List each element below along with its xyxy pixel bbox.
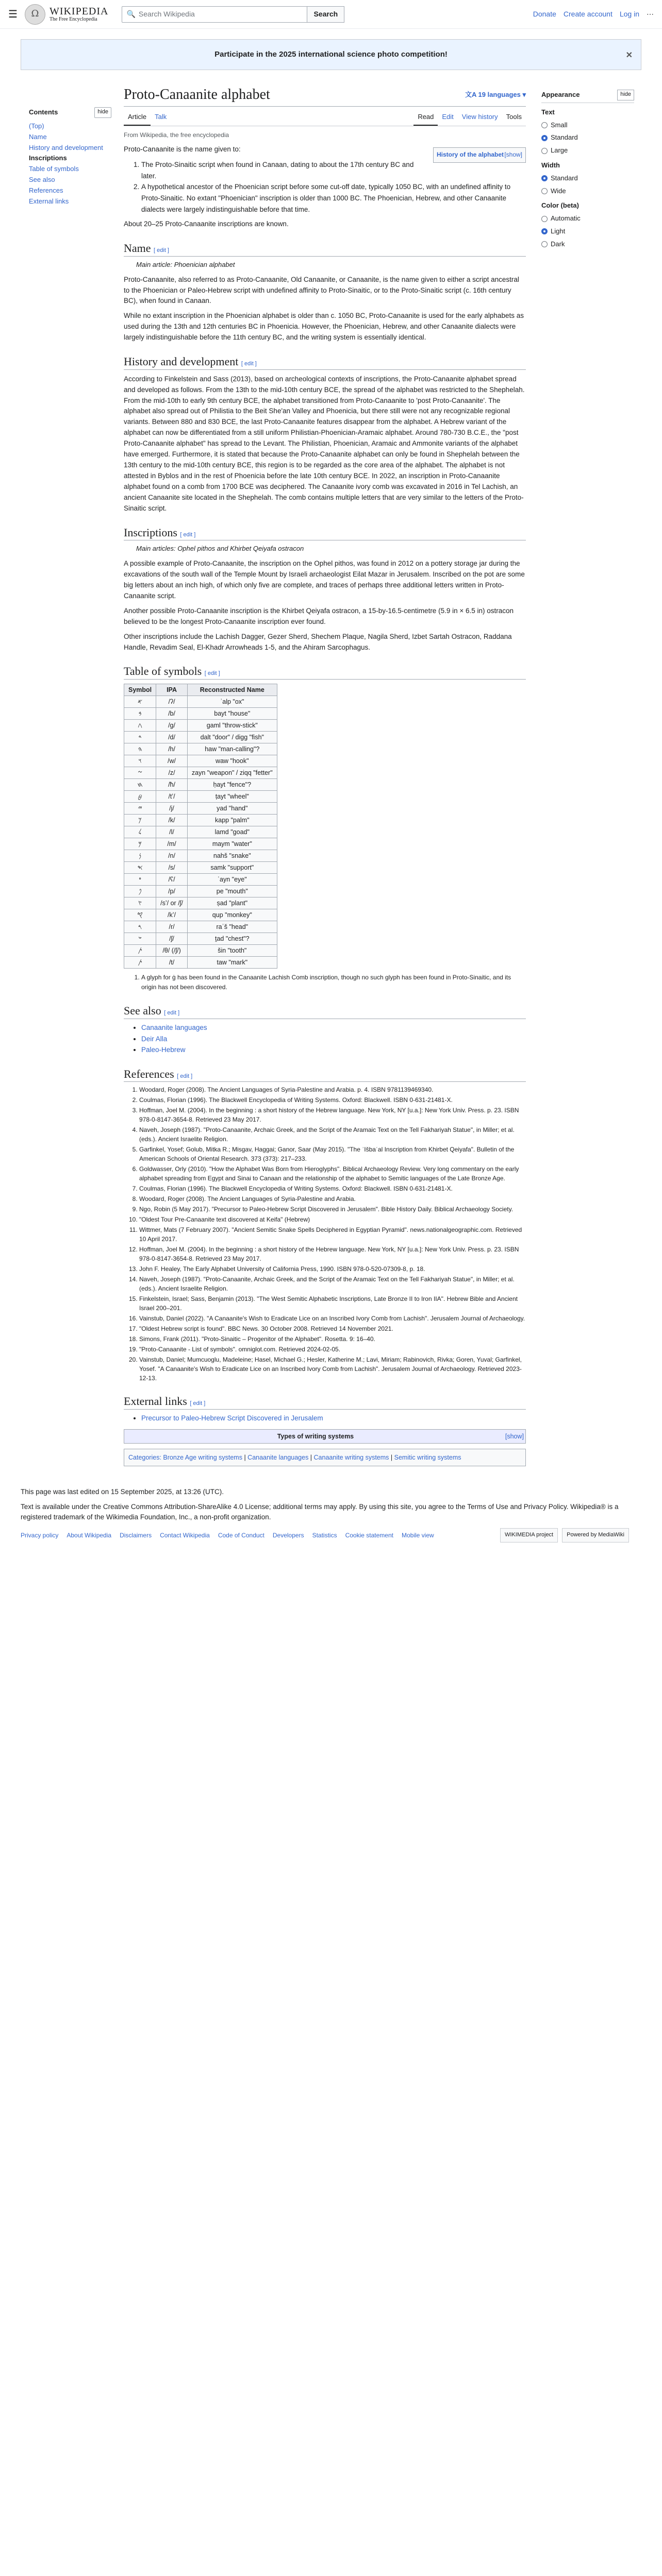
toc-item-top[interactable]: (Top) <box>29 122 44 130</box>
table-cell: 𐤂 <box>124 720 156 732</box>
table-cell: 𐤌 <box>124 838 156 850</box>
reference-item: 8. Woodard, Roger (2008). The Ancient Languages of Syria-Palestine and Arabia. <box>139 1194 526 1204</box>
footer-link[interactable]: Developers <box>272 1531 304 1539</box>
color-label: Color (beta) <box>541 201 579 210</box>
table-row <box>124 803 277 815</box>
paragraph: Other inscriptions include the Lachish Dagger, Gezer Sherd, Shechem Plaque, Nagila Sherd, Izbet Sartah Ostracon, Raddana Handle, Revadim Seal, El-Khadr Arrowheads 1-5, and the Ahiram Sarcophagus. <box>124 632 512 651</box>
table-cell: gaml "throw-stick" <box>187 720 277 732</box>
table-cell: 𐤍 <box>124 850 156 862</box>
table-cell: /j/ <box>156 803 188 815</box>
radio-color-auto[interactable]: Automatic <box>541 213 634 224</box>
table-row <box>124 755 277 767</box>
navbox <box>124 1429 526 1444</box>
table-row <box>124 743 277 755</box>
notes-list <box>141 973 526 992</box>
table-cell: 𐤐 <box>124 886 156 897</box>
table-row <box>124 826 277 838</box>
language-button[interactable]: 文A 19 languages ▾ <box>465 90 526 98</box>
reference-item: 15. Finkelstein, Israel; Sass, Benjamin (2013). "The West Semitic Alphabetic Inscriptions, Late Bronze II to Iron IIA". Hebrew Bible and Ancient Israel 200–201. <box>139 1294 526 1313</box>
table-cell: 𐤕 <box>124 945 156 957</box>
hatnote: Main articles: Ophel pithos and Khirbet Qeiyafa ostracon <box>136 545 304 553</box>
radio-width-standard[interactable]: Standard <box>541 173 634 184</box>
table-cell: /n/ <box>156 850 188 862</box>
reference-item: 10. "Oldest Tour Pre-Canaanite text discovered at Keifa" (Hebrew) <box>139 1215 526 1224</box>
table-cell: ḥayt "fence"? <box>187 779 277 791</box>
table-cell: ṭayt "wheel" <box>187 791 277 803</box>
page-tabs <box>124 110 526 126</box>
table-cell: haw "man-calling"? <box>187 743 277 755</box>
footer-link[interactable]: Statistics <box>312 1531 337 1539</box>
reference-item: 5. Garfinkel, Yosef; Golub, Mitka R.; Misgav, Haggai; Ganor, Saar (May 2015). "The ʾIšbaʿal Inscription from Khirbet Qeiyafa". Bulletin of the American Schools of Oriental Research. 373 (373): 217–233. <box>139 1145 526 1163</box>
table-row <box>124 838 277 850</box>
table-cell: /h/ <box>156 743 188 755</box>
footer-link[interactable]: Code of Conduct <box>218 1531 264 1539</box>
last-edited: This page was last edited on 15 September 2025, at 13:26 (UTC). <box>21 1487 224 1496</box>
table-row <box>124 862 277 874</box>
table-row <box>124 767 277 779</box>
paragraph: A possible example of Proto-Canaanite, the inscription on the Ophel pithos, was found in 2012 on a pottery storage jar during the excavations of the south wall of the Temple Mount by Israeli archaeologist Eilat Mazar in Jerusalem. Inscribed on the pot are some big letters about an inch high, of which only five are complete, and traces of perhaps three additional letters written in Proto-Canaanite script. <box>124 560 525 600</box>
reference-item: 11. Wittmer, Mats (7 February 2007). "Ancient Semitic Snake Spells Deciphered in Egyptian Pyramid". news.nationalgeographic.com. Retrieved 10 April 2017. <box>139 1225 526 1244</box>
table-cell: 𐤕 <box>124 957 156 969</box>
table-cell: qup "monkey" <box>187 909 277 921</box>
references-list <box>139 1085 526 1383</box>
table-cell: 𐤎 <box>124 862 156 874</box>
tagline: From Wikipedia, the free encyclopedia <box>124 131 229 139</box>
category-link[interactable]: Semitic writing systems <box>394 1453 461 1461</box>
reference-item: 12. Hoffman, Joel M. (2004). In the beginning : a short history of the Hebrew language. New York, NY [u.a.]: New York Univ. Press. p. 23. ISBN 978-0-8147-3654-8. Retrieved 23 May 2017. <box>139 1245 526 1263</box>
column-header: Symbol <box>124 684 156 696</box>
toc-item-inscriptions[interactable]: Inscriptions <box>29 154 67 162</box>
section-heading-references: References [ edit ] <box>124 1067 526 1082</box>
see-also-list <box>141 1022 526 1056</box>
appearance-panel <box>541 70 634 1471</box>
table-cell: 𐤒 <box>124 909 156 921</box>
table-cell: bayt "house" <box>187 708 277 720</box>
search-input[interactable] <box>122 6 307 23</box>
table-cell: /kʼ/ <box>156 909 188 921</box>
footer-badge[interactable]: Powered by MediaWiki <box>562 1528 629 1543</box>
radio-large[interactable]: Large <box>541 145 634 156</box>
edit-section-link[interactable]: [ edit ] <box>241 361 257 367</box>
table-cell: /b/ <box>156 708 188 720</box>
table-cell: maym "water" <box>187 838 277 850</box>
radio-color-light[interactable]: Light <box>541 226 634 237</box>
table-cell: /g/ <box>156 720 188 732</box>
table-cell: /d/ <box>156 732 188 743</box>
close-icon[interactable]: ✕ <box>625 51 633 60</box>
section-heading-name: Name [ edit ] <box>124 241 526 257</box>
footer-link[interactable]: Privacy policy <box>21 1531 59 1539</box>
table-cell: nahš "snake" <box>187 850 277 862</box>
table-cell: zayn "weapon" / ziqq "fetter" <box>187 767 277 779</box>
table-cell: yad "hand" <box>187 803 277 815</box>
table-cell: /tʼ/ <box>156 791 188 803</box>
radio-width-wide[interactable]: Wide <box>541 186 634 197</box>
categories-box: Categories: Bronze Age writing systems | Canaanite languages | Canaanite writing systems | Semitic writing systems <box>124 1449 526 1466</box>
table-cell: /ʕ/ <box>156 874 188 886</box>
section-heading-inscriptions: Inscriptions [ edit ] <box>124 526 526 541</box>
table-cell: 𐤓 <box>124 921 156 933</box>
site-notice-banner <box>21 39 641 70</box>
table-cell: /t/ <box>156 957 188 969</box>
reference-item: 20. Vainstub, Daniel; Mumcuoglu, Madeleine; Hasel, Michael G.; Hesler, Katherine M.; Lavi, Miriam; Rabinovich, Rivka; Goren, Yuval; Garfinkel, Yosef. "A Canaanite's Wish to Eradicate Lice on an Inscribed Ivory Comb from Lachish". Jerusalem Journal of Archaeology. Retrieved 2023-12-13. <box>139 1355 526 1383</box>
table-row <box>124 909 277 921</box>
search-form <box>122 6 344 23</box>
category-link[interactable]: Canaanite writing systems <box>313 1453 389 1461</box>
paragraph: Another possible Proto-Canaanite inscription is the Khirbet Qeiyafa ostracon, a 15-by-16.5-centimetre (5.9 in × 6.5 in) ostracon believed to be the longest Proto-Canaanite inscription ever found. <box>124 606 514 625</box>
infobox-history-of-alphabet <box>433 147 526 162</box>
footer-link[interactable]: About Wikipedia <box>67 1531 112 1539</box>
tab-tools[interactable]: Tools <box>506 113 522 121</box>
width-label: Width <box>541 161 560 169</box>
paragraph: While no extant inscription in the Phoenician alphabet is older than c. 1050 BC, Proto-Canaanite is used for the early alphabets as used during the 13th and 12th centuries BC in Phoenicia. However, the Phoenician, Hebrew, and other Canaanite dialects were largely indistinguishable before the 11th century BC, and the writing system is essentially identical. <box>124 312 524 342</box>
reference-item: 4. Naveh, Joseph (1987). "Proto-Canaanite, Archaic Greek, and the Script of the Aramaic Text on the Tell Fakhariyah Statue", in Miller; et al. (eds.). Ancient Israelite Religion. <box>139 1125 526 1144</box>
table-cell: ʿayn "eye" <box>187 874 277 886</box>
table-row <box>124 732 277 743</box>
table-cell: taw "mark" <box>187 957 277 969</box>
table-cell: 𐤏 <box>124 874 156 886</box>
table-cell: waw "hook" <box>187 755 277 767</box>
edit-section-link[interactable]: [ edit ] <box>180 531 196 538</box>
table-cell: kapp "palm" <box>187 815 277 826</box>
table-cell: 𐤑 <box>124 897 156 909</box>
infobox-title[interactable]: History of the alphabet <box>437 151 504 159</box>
paragraph: According to Finkelstein and Sass (2013), based on archeological contexts of inscriptions, the Proto-Canaanite alphabet spread and developed as follows. From the 13th to the mid-10th century BCE, the spread of the alphabet was restricted to the Shephelah. From the mid-10th to early 9th century BCE, the alphabet transitioned from Proto-Canaanite to 'post Proto-Canaanite'. The alphabet also spread out of Philistia to the Beit She'an Valley and Phoenicia, but there still were not any recognizable regional variants. Between 880 and 830 BCE, the last Proto-Canaanite features disappear from the alphabet. A Hebrew variant of the alphabet can now be differentiated from a still uniform Philistian-Phoenician-Aramaic alphabet. Around 780-730 B.C.E., the "post Proto-Canaanite alphabet" has spread to the Levant. The Philistian, Phoenician, Aramaic and Ammonite variants of the alphabet have emerged. Furthermore, it is stated that because the Proto-Canaanite alphabet can only be found in Shephelah between the 13th century to the mid-10th century BCE, this region is to be regarded as the core area of the alphabet. The alphabet is not attested in Byblos and in the rest of Phoenicia before the late 10th century BCE. In 2022, an inscription in Proto-Canaanite alphabet found on a comb from 1700 BCE was deciphered. The Canaanite ivory comb was excavated in 2016 in Tel Lachish, an ancient Canaanite site located in the Shephelah. The comb contains multiple letters that are very similar to the letters of the Proto-Sinaitic script. <box>124 375 525 512</box>
radio-color-dark[interactable]: Dark <box>541 239 634 250</box>
search-button[interactable]: Search <box>307 6 344 23</box>
site-tagline: The Free Encyclopedia <box>49 16 97 22</box>
table-cell: /ħ/ <box>156 779 188 791</box>
table-cell: /w/ <box>156 755 188 767</box>
table-cell: šin "tooth" <box>187 945 277 957</box>
hatnote: Main article: Phoenician alphabet <box>136 260 235 268</box>
table-row <box>124 874 277 886</box>
table-cell: /r/ <box>156 921 188 933</box>
symbols-table <box>124 684 277 969</box>
table-cell: /p/ <box>156 886 188 897</box>
reference-item: 14. Naveh, Joseph (1987). "Proto-Canaanite, Archaic Greek, and the Script of the Aramaic Text on the Tell Fakhariyah Statue", in Miller; et al. (eds.). Ancient Israelite Religion. <box>139 1275 526 1293</box>
list-item[interactable]: Canaanite languages <box>141 1024 207 1032</box>
lead-after: About 20–25 Proto-Canaanite inscriptions are known. <box>124 220 289 228</box>
reference-item: 1. Woodard, Roger (2008). The Ancient Languages of Syria-Palestine and Arabia. p. 4. ISBN 9781139469340. <box>139 1085 526 1094</box>
navbox-show-button[interactable]: [show] <box>505 1432 524 1440</box>
banner-text[interactable]: Participate in the 2025 international science photo competition! <box>214 50 448 59</box>
list-item[interactable]: Precursor to Paleo-Hebrew Script Discovered in Jerusalem <box>141 1414 323 1422</box>
page-title-text: Proto-Canaanite alphabet <box>124 87 270 103</box>
column-header: IPA <box>156 684 188 696</box>
navbox-title[interactable]: Types of writing systems <box>277 1432 354 1440</box>
category-link[interactable]: Bronze Age writing systems <box>163 1453 242 1461</box>
article-content <box>124 70 526 1471</box>
section-heading-history: History and development [ edit ] <box>124 354 526 370</box>
globe-icon: Ω <box>25 4 45 25</box>
table-row <box>124 945 277 957</box>
table-cell: raʾš "head" <box>187 921 277 933</box>
reference-item: 3. Hoffman, Joel M. (2004). In the beginning : a short history of the Hebrew language. New York, NY [u.a.]: New York Univ. Press. p. 23. ISBN 978-0-8147-3654-8. Retrieved 23 May 2017. <box>139 1106 526 1124</box>
table-cell: /m/ <box>156 838 188 850</box>
table-cell: 𐤁 <box>124 708 156 720</box>
toc-item-references[interactable]: References <box>29 187 63 195</box>
create-account-link[interactable]: Create account <box>563 10 613 19</box>
reference-item: 18. Simons, Frank (2011). "Proto-Sinaitic – Progenitor of the Alphabet". Rosetta. 9: 16–40. <box>139 1334 526 1344</box>
list-item[interactable]: Deir Alla <box>141 1035 168 1043</box>
reference-item: 7. Coulmas, Florian (1996). The Blackwell Encyclopedia of Writing Systems. Oxford: Blackwell. ISBN 0-631-21481-X. <box>139 1184 526 1193</box>
table-cell: /z/ <box>156 767 188 779</box>
wikipedia-logo[interactable] <box>25 4 109 25</box>
tab-article[interactable]: Article <box>124 110 151 126</box>
reference-item: 17. "Oldest Hebrew script is found". BBC News. 30 October 2008. Retrieved 14 November 2021. <box>139 1324 526 1333</box>
table-cell: samk "support" <box>187 862 277 874</box>
tab-edit[interactable]: Edit <box>442 113 454 121</box>
list-item: 1. A glyph for ġ has been found in the Canaanite Lachish Comb inscription, though no such glyph has been found in Proto-Sinaitic, and its origin has not been discovered. <box>141 973 526 992</box>
tab-read[interactable]: Read <box>413 110 438 126</box>
login-link[interactable]: Log in <box>619 10 639 19</box>
text-size-label: Text <box>541 108 555 116</box>
table-row <box>124 696 277 708</box>
table-cell: 𐤔 <box>124 933 156 945</box>
site-header <box>0 0 662 29</box>
table-cell: /ʔ/ <box>156 696 188 708</box>
reference-item: 13. John F. Healey, The Early Alphabet University of California Press, 1990. ISBN 978-0-520-07309-8, p. 18. <box>139 1264 526 1274</box>
page-footer <box>21 1487 629 1543</box>
table-cell: /l/ <box>156 826 188 838</box>
table-cell: lamd "goad" <box>187 826 277 838</box>
license-text: Text is available under the Creative Commons Attribution-ShareAlike 4.0 License; additional terms may apply. By using this site, you agree to the Terms of Use and Privacy Policy. Wikipedia® is a registered trademark of the Wikimedia Foundation, Inc., a non-profit organization. <box>21 1502 619 1521</box>
category-link[interactable]: Canaanite languages <box>247 1453 309 1461</box>
list-item: 1. The Proto-Sinaitic script when found in Canaan, dating to about the 17th century BC and later. <box>141 159 526 181</box>
table-cell: dalt "door" / digg "fish" <box>187 732 277 743</box>
table-row <box>124 886 277 897</box>
toc-item-external-links[interactable]: External links <box>29 197 69 206</box>
search-icon: 🔍 <box>126 10 136 19</box>
table-cell: /s/ <box>156 862 188 874</box>
reference-item: 6. Goldwasser, Orly (2010). "How the Alphabet Was Born from Hieroglyphs". Biblical Archaeology Review. Very long commentary on the early alphabet spreading from Egypt and Sinai to Canaan and the relationship of the alphabet to Semitic languages of the Late Bronze Age. <box>139 1164 526 1183</box>
appearance-hide-button[interactable]: hide <box>617 90 634 100</box>
section-heading-external-links: External links [ edit ] <box>124 1394 526 1410</box>
table-row <box>124 933 277 945</box>
list-item: 2. A hypothetical ancestor of the Phoenician script before some cut-off date, typically 1050 BC, with an undefined affinity to Proto-Sinaitic. No extant "Phoenician" inscription is older than 1000 BC. The Phoenician, Hebrew, and other Canaanite dialects were largely indistinguishable before that time. <box>141 181 526 215</box>
donate-link[interactable]: Donate <box>533 10 556 19</box>
section-heading-symbols: Table of symbols [ edit ] <box>124 664 526 680</box>
edit-section-link[interactable]: [ edit ] <box>164 1010 180 1016</box>
reference-item: 19. "Proto-Canaanite - List of symbols". omniglot.com. Retrieved 2024-02-05. <box>139 1345 526 1354</box>
footer-link[interactable]: Disclaimers <box>120 1531 152 1539</box>
table-cell: /θ/ (/ʃ/) <box>156 945 188 957</box>
table-cell: 𐤃 <box>124 732 156 743</box>
footer-link[interactable]: Contact Wikipedia <box>160 1531 210 1539</box>
table-cell: 𐤇 <box>124 779 156 791</box>
table-row <box>124 921 277 933</box>
section-heading-see-also: See also [ edit ] <box>124 1004 526 1019</box>
table-cell: 𐤀 <box>124 696 156 708</box>
table-cell: ʾalp "ox" <box>187 696 277 708</box>
edit-section-link[interactable]: [ edit ] <box>154 247 169 254</box>
edit-section-link[interactable]: [ edit ] <box>204 670 220 677</box>
table-cell: pe "mouth" <box>187 886 277 897</box>
site-name: WIKIPEDIA <box>49 5 109 17</box>
external-links-list <box>141 1413 526 1424</box>
table-row <box>124 957 277 969</box>
edit-section-link[interactable]: [ edit ] <box>190 1400 206 1407</box>
infobox-show-button[interactable]: [show] <box>504 151 522 159</box>
reference-item: 2. Coulmas, Florian (1996). The Blackwell Encyclopedia of Writing Systems. Oxford: Blackwell. ISBN 0-631-21481-X. <box>139 1095 526 1105</box>
table-row <box>124 708 277 720</box>
table-cell: /sʼ/ or /ʃ/ <box>156 897 188 909</box>
table-row <box>124 850 277 862</box>
toc-item-name[interactable]: Name <box>29 132 47 141</box>
table-row <box>124 791 277 803</box>
tab-view-history[interactable]: View history <box>461 113 498 121</box>
table-of-contents <box>8 70 111 1471</box>
radio-standard[interactable]: Standard <box>541 132 634 143</box>
table-cell: /ʃ/ <box>156 933 188 945</box>
list-item[interactable]: Paleo-Hebrew <box>141 1046 186 1054</box>
footer-link[interactable]: Cookie statement <box>345 1531 393 1539</box>
footer-badge[interactable]: WIKIMEDIA project <box>500 1528 558 1543</box>
tab-talk[interactable]: Talk <box>155 113 167 121</box>
search-placeholder: Search Wikipedia <box>138 10 195 19</box>
appearance-title: Appearance <box>541 91 580 98</box>
more-icon[interactable]: ⋯ <box>647 10 654 19</box>
table-cell: 𐤋 <box>124 826 156 838</box>
table-cell: 𐤅 <box>124 755 156 767</box>
table-cell: 𐤉 <box>124 803 156 815</box>
table-cell: /k/ <box>156 815 188 826</box>
paragraph: Proto-Canaanite, also referred to as Proto-Canaanite, Old Canaanite, or Canaanite, is the name given to either a script ancestral to the Phoenician or Paleo-Hebrew script with undefined affinity to Proto-Sinaitic, or to the Proto-Sinaitic script (c. 16th century BC), when found in Canaan. <box>124 275 519 305</box>
column-header: Reconstructed Name <box>187 684 277 696</box>
table-cell: ṣad "plant" <box>187 897 277 909</box>
table-row <box>124 897 277 909</box>
toc-item-history[interactable]: History and development <box>29 143 103 151</box>
categories-label[interactable]: Categories: <box>128 1453 161 1461</box>
page-title <box>124 86 526 107</box>
edit-section-link[interactable]: [ edit ] <box>177 1073 193 1079</box>
table-row <box>124 815 277 826</box>
table-cell: 𐤊 <box>124 815 156 826</box>
toc-hide-button[interactable]: hide <box>94 107 111 118</box>
menu-icon[interactable]: ☰ <box>8 8 18 20</box>
table-row <box>124 720 277 732</box>
toc-item-see-also[interactable]: See also <box>29 176 55 184</box>
table-row <box>124 779 277 791</box>
footer-link[interactable]: Mobile view <box>401 1531 434 1539</box>
toc-title: Contents <box>29 108 58 116</box>
lead-list <box>141 159 526 215</box>
table-cell: 𐤄 <box>124 743 156 755</box>
table-cell: ṯad "chest"? <box>187 933 277 945</box>
reference-item: 9. Ngo, Robin (5 May 2017). "Precursor to Paleo-Hebrew Script Discovered in Jerusalem". Bible History Daily. Biblical Archaeology Society. <box>139 1205 526 1214</box>
table-cell: 𐤆 <box>124 767 156 779</box>
lead-intro: Proto-Canaanite is the name given to: <box>124 145 241 154</box>
radio-small[interactable]: Small <box>541 120 634 131</box>
reference-item: 16. Vainstub, Daniel (2022). "A Canaanite's Wish to Eradicate Lice on an Inscribed Ivory Comb from Lachish". Jerusalem Journal of Archaeology. <box>139 1314 526 1323</box>
toc-item-symbols[interactable]: Table of symbols <box>29 165 79 173</box>
table-cell: 𐤈 <box>124 791 156 803</box>
